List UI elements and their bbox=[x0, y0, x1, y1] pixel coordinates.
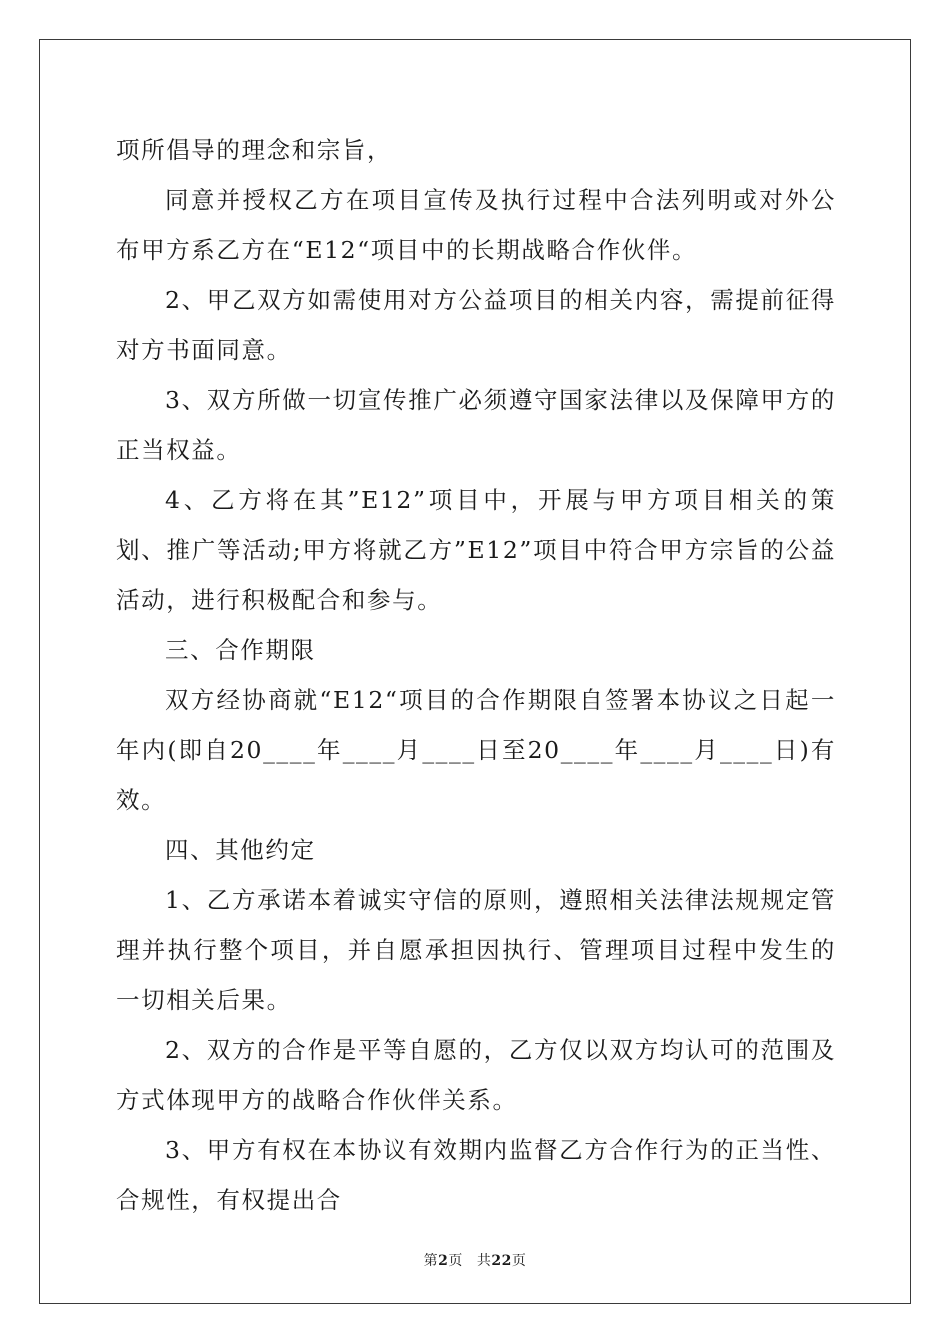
section-heading-term: 三、合作期限 bbox=[165, 636, 316, 664]
document-body bbox=[116, 125, 836, 1225]
paragraph-5: 4、乙方将在其”E12”项目中，开展与甲方项目相关的策划、推广等活动;甲方将就乙方”E12”项目中符合甲方宗旨的公益活动，进行积极配合和参与。 bbox=[116, 486, 836, 614]
paragraph-4: 3、双方所做一切宣传推广必须遵守国家法律以及保障甲方的正当权益。 bbox=[116, 386, 836, 464]
paragraph-3: 2、甲乙双方如需使用对方公益项目的相关内容，需提前征得对方书面同意。 bbox=[116, 286, 836, 364]
section-heading-other: 四、其他约定 bbox=[165, 836, 316, 864]
footer-page-suffix: 页 bbox=[448, 1253, 463, 1269]
footer-page-prefix: 第 bbox=[423, 1253, 439, 1269]
paragraph-1: 项所倡导的理念和宗旨， bbox=[116, 136, 393, 164]
footer-total-suffix: 页 bbox=[511, 1253, 527, 1269]
paragraph-2: 同意并授权乙方在项目宣传及执行过程中合法列明或对外公布甲方系乙方在“E12“项目中的长期战略合作伙伴。 bbox=[116, 186, 836, 264]
paragraph-other-3: 3、甲方有权在本协议有效期内监督乙方合作行为的正当性、合规性，有权提出合 bbox=[116, 1136, 836, 1214]
paragraph-other-2: 2、双方的合作是平等自愿的，乙方仅以双方均认可的范围及方式体现甲方的战略合作伙伴关系。 bbox=[116, 1036, 836, 1114]
paragraph-term: 双方经协商就“E12“项目的合作期限自签署本协议之日起一年内(即自20____年____月____日至20____年____月____日)有效。 bbox=[116, 686, 836, 814]
footer-total-pages: 22 bbox=[491, 1253, 512, 1269]
footer-total-prefix: 共 bbox=[476, 1253, 492, 1269]
footer-page-number: 2 bbox=[438, 1253, 449, 1269]
page-footer bbox=[0, 1250, 950, 1270]
paragraph-other-1: 1、乙方承诺本着诚实守信的原则，遵照相关法律法规规定管理并执行整个项目，并自愿承担因执行、管理项目过程中发生的一切相关后果。 bbox=[116, 886, 836, 1014]
